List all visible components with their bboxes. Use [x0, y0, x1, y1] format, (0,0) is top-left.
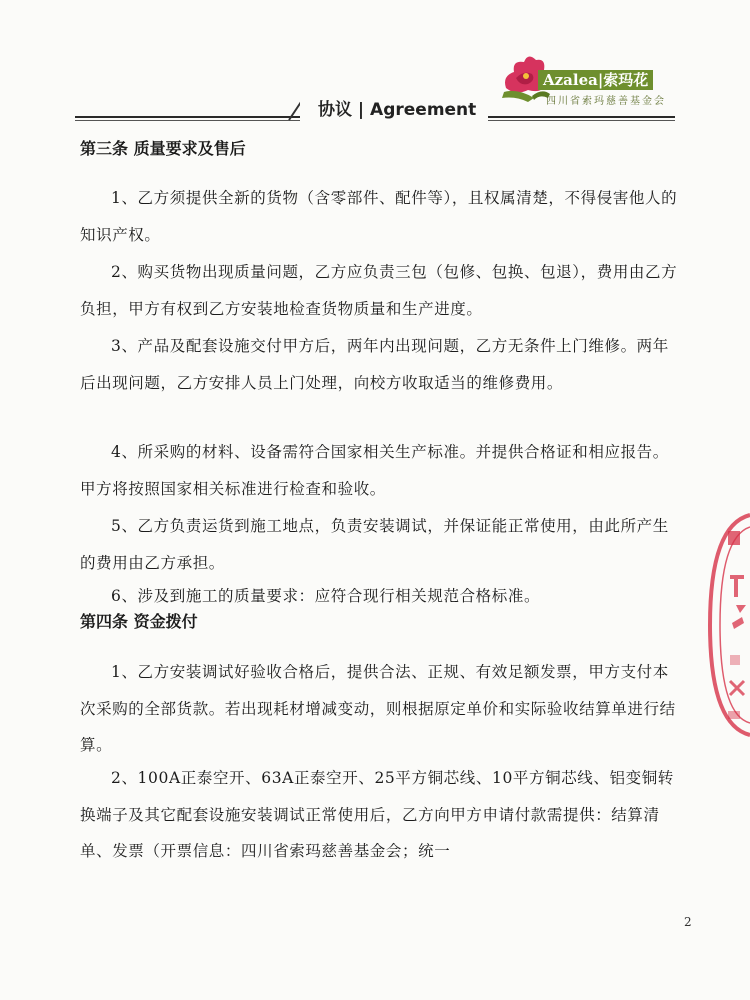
- paragraph: 6、涉及到施工的质量要求：应符合现行相关规范合格标准。: [111, 587, 541, 605]
- section-title-article-4: 第四条 资金拨付: [80, 612, 198, 631]
- brand-subtitle: 四川省索玛慈善基金会: [546, 96, 666, 107]
- red-seal-stamp-icon: [700, 505, 750, 745]
- paragraph: 5、乙方负责运货到施工地点，负责安装调试，并保证能正常使用，由此所产生的费用由乙方承担。: [80, 517, 669, 572]
- paragraph: 2、100A正泰空开、63A正泰空开、25平方铜芯线、10平方铜芯线、铝变铜转换端子及其它配套设施安装调试正常使用后，乙方向甲方申请付款需提供：结算清单、发票（开票信息：四川省索玛慈善基金会；统一: [80, 769, 674, 860]
- paragraph: 1、乙方须提供全新的货物（含零部件、配件等），且权属清楚，不得侵害他人的知识产权。: [80, 189, 678, 244]
- paragraph: 3、产品及配套设施交付甲方后，两年内出现问题，乙方无条件上门维修。两年后出现问题，乙方安排人员上门处理，向校方收取适当的维修费用。: [80, 337, 669, 392]
- page-number: 2: [684, 915, 692, 929]
- paragraph: 1、乙方安装调试好验收合格后，提供合法、正规、有效足额发票，甲方支付本次采购的全部货款。若出现耗材增减变动，则根据原定单价和实际验收结算单进行结算。: [80, 663, 676, 754]
- agreement-header-title: 协议 | Agreement: [300, 96, 488, 124]
- paragraph: 4、所采购的材料、设备需符合国家相关生产标准。并提供合格证和相应报告。甲方将按照国家相关标准进行检查和验收。: [80, 443, 669, 498]
- section-title-article-3: 第三条 质量要求及售后: [80, 139, 246, 158]
- paragraph: 2、购买货物出现质量问题，乙方应负责三包（包修、包换、包退），费用由乙方负担，甲方有权到乙方安装地检查货物质量和生产进度。: [80, 263, 678, 318]
- azalea-logo: [498, 48, 698, 108]
- brand-name: Azalea|索玛花: [538, 70, 653, 90]
